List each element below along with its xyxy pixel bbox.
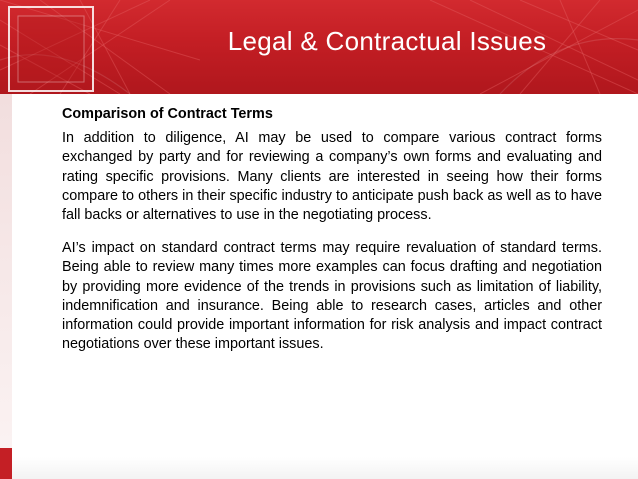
body-paragraph-1: In addition to diligence, AI may be used to compare various contract forms exchanged by party and for reviewing a company’s own forms and evaluating and rating specific provisions. Many clients are interested in seeing how their forms compare to others in their specific industry to anticipate push back as well as to have fall backs or alternatives to use in the negotiating process. [62,130,602,224]
bottom-fade [12,457,638,479]
body-paragraph-2: AI’s impact on standard contract terms may require revaluation of standard terms. Being able to review many times more examples can focus drafting and negotiation by providing more evidence of the trends in provisions such as limitation of liability, indemnification and insurance. Being able to research cases, articles and other information could provide important information for risk analysis and impact contract negotiations over these important issues. [62,240,602,353]
left-accent-bar [0,94,12,464]
logo-frame-graphic [8,6,94,92]
slide-body [62,105,602,368]
section-heading: Comparison of Contract Terms [62,106,273,122]
bottom-left-red-accent [0,448,12,479]
header-banner [0,0,638,94]
slide-title: Legal & Contractual Issues [227,26,547,56]
